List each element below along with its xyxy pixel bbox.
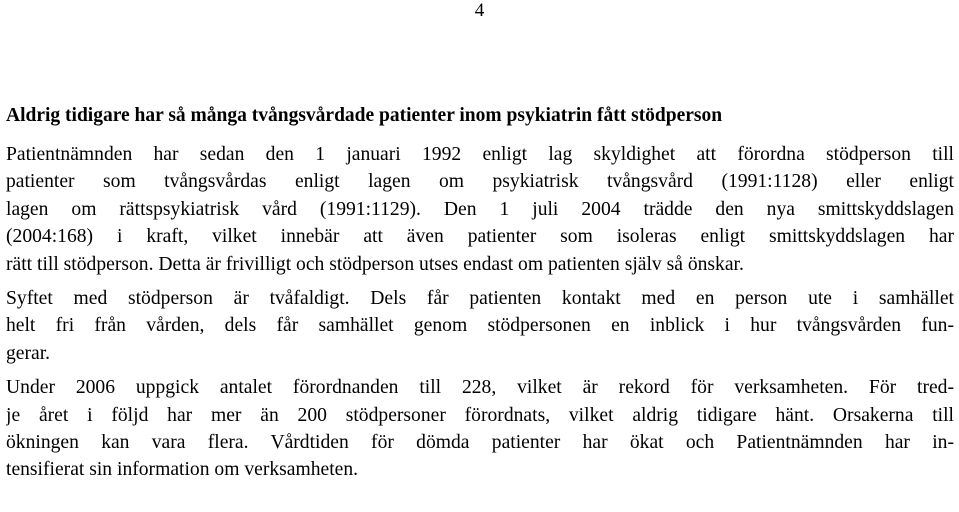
paragraph-line: Patientnämnden har sedan den 1 januari 1992 enligt lag skyldighet att förordna stödperson till [6,144,954,165]
paragraph-1 [6,141,954,278]
paragraph-line: (2004:168) i kraft, vilket innebär att även patienter som isoleras enligt smittskyddslagen har [6,226,954,248]
paragraph-line: ökningen kan vara flera. Vårdtiden för dömda patienter har ökat och Patientnämnden har in- [6,432,954,454]
document-body [6,103,954,484]
paragraph-line: rätt till stödperson. Detta är frivilligt och stödperson utses endast om patienten själv så önskar. [6,253,744,275]
paragraph-line: lagen om rättspsykiatrisk vård (1991:1129). Den 1 juli 2004 trädde den nya smittskyddslagen [6,198,954,220]
paragraph-line: je året i följd har mer än 200 stödpersoner förordnats, vilket aldrig tidigare hänt. Orsakerna till [6,404,954,426]
paragraph-spacer [6,278,954,285]
paragraph-spacer [6,367,954,374]
paragraph-line: Syftet med stödperson är tvåfaldigt. Dels får patienten kontakt med en person ute i samhället [6,288,954,310]
section-heading: Aldrig tidigare har så många tvångsvårdade patienter inom psykiatrin fått stödperson [6,105,723,126]
paragraph-line: helt fri från vården, dels får samhället genom stödpersonen en inblick i hur tvångsvården fun- [6,315,954,337]
paragraph-line: gerar. [6,342,51,364]
paragraph-line: tensifierat sin information om verksamheten. [6,459,359,481]
paragraph-2 [6,285,954,367]
page-number: 4 [474,0,485,21]
paragraph-line: patienter som tvångsvårdas enligt lagen om psykiatrisk tvångsvård (1991:1128) eller enligt [6,171,954,193]
paragraph-line: Under 2006 uppgick antalet förordnanden till 228, vilket är rekord för verksamheten. För tred- [6,377,954,399]
paragraph-3 [6,374,954,484]
